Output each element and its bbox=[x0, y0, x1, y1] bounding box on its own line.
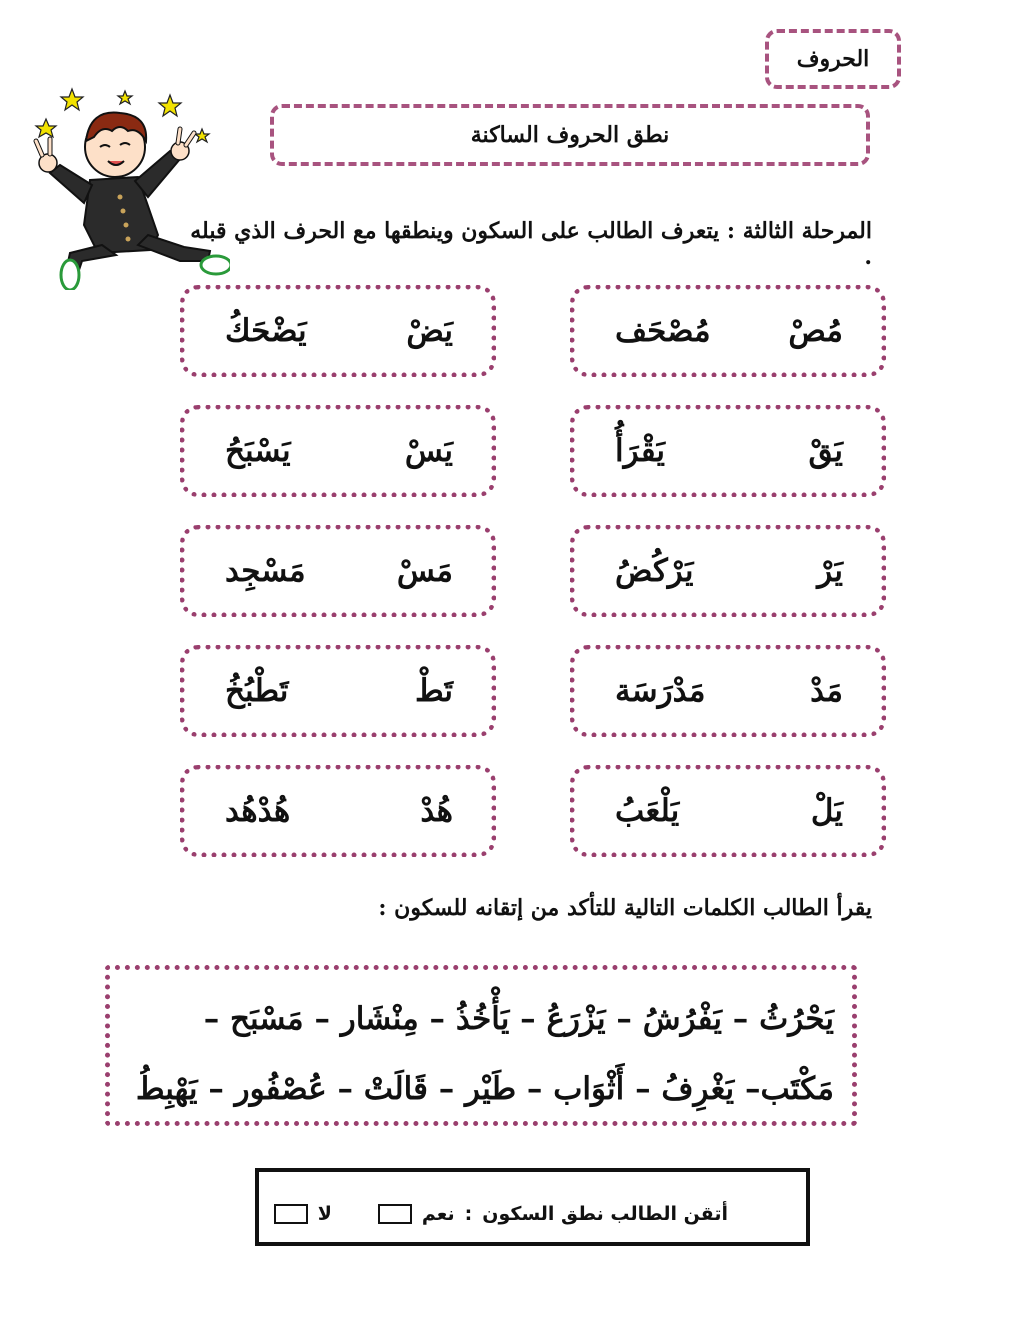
full-word: مَسْجِد bbox=[225, 553, 306, 589]
syllable-with-sukun: يَضْ bbox=[406, 313, 453, 349]
syllable-with-sukun: مُصْ bbox=[788, 313, 843, 349]
full-word: يَلْعَبُ bbox=[615, 793, 680, 829]
no-checkbox[interactable] bbox=[274, 1204, 308, 1224]
stage-instruction: المرحلة الثالثة : يتعرف الطالب على السكون وينطقها مع الحرف الذي قبله . bbox=[190, 218, 872, 270]
reading-instruction: يقرأ الطالب الكلمات التالية للتأكد من إتقانه للسكون : bbox=[378, 895, 872, 921]
pair-card bbox=[570, 525, 886, 617]
full-word: يَضْحَكُ bbox=[225, 313, 307, 349]
reading-words-box bbox=[105, 965, 857, 1126]
syllable-with-sukun: يَلْ bbox=[810, 793, 843, 829]
syllable-with-sukun: هُدْ bbox=[420, 793, 453, 829]
pair-card bbox=[570, 645, 886, 737]
syllable-with-sukun: مَدْ bbox=[810, 673, 843, 709]
pair-card bbox=[180, 525, 496, 617]
reading-words-line-2: مَكْتَب– يَغْرِفُ – أَثْوَاب – طَيْر – قَالَتْ – عُصْفُور – يَهْبِطُ bbox=[135, 1071, 834, 1107]
syllable-with-sukun: تَطْ bbox=[414, 673, 453, 709]
subject-label: الحروف bbox=[796, 46, 870, 72]
pair-card bbox=[570, 765, 886, 857]
pair-card bbox=[180, 645, 496, 737]
full-word: يَقْرَأُ bbox=[615, 433, 666, 469]
syllable-with-sukun: مَسْ bbox=[396, 553, 453, 589]
syllable-with-sukun: يَرْ bbox=[817, 553, 843, 589]
subject-label-box bbox=[765, 29, 901, 89]
full-word: هُدْهُد bbox=[225, 793, 291, 829]
syllable-with-sukun: يَسْ bbox=[404, 433, 453, 469]
no-label: لا bbox=[317, 1203, 332, 1225]
pair-card bbox=[180, 405, 496, 497]
pair-card bbox=[180, 285, 496, 377]
yes-checkbox[interactable] bbox=[378, 1204, 412, 1224]
mastery-separator: : bbox=[464, 1203, 473, 1225]
full-word: مَدْرَسَة bbox=[615, 673, 706, 709]
page-title: نطق الحروف الساكنة bbox=[470, 122, 670, 148]
full-word: تَطْبُخُ bbox=[225, 673, 289, 709]
full-word: يَسْبَحُ bbox=[225, 433, 291, 469]
mastery-label: أتقن الطالب نطق السكون bbox=[482, 1203, 728, 1225]
full-word: مُصْحَف bbox=[615, 313, 711, 349]
yes-label: نعم bbox=[421, 1203, 455, 1225]
pair-card bbox=[180, 765, 496, 857]
syllable-with-sukun: يَقْ bbox=[808, 433, 843, 469]
pair-card bbox=[570, 405, 886, 497]
reading-words-line-1: يَحْرُثُ – يَفْرُشُ – يَزْرَعُ – يَأْخُذُ – مِنْشَار – مَسْبَح – bbox=[203, 1001, 834, 1037]
full-word: يَرْكُضُ bbox=[615, 553, 694, 589]
mastery-check-box bbox=[255, 1168, 810, 1246]
page-title-box bbox=[270, 104, 870, 166]
pair-card bbox=[570, 285, 886, 377]
